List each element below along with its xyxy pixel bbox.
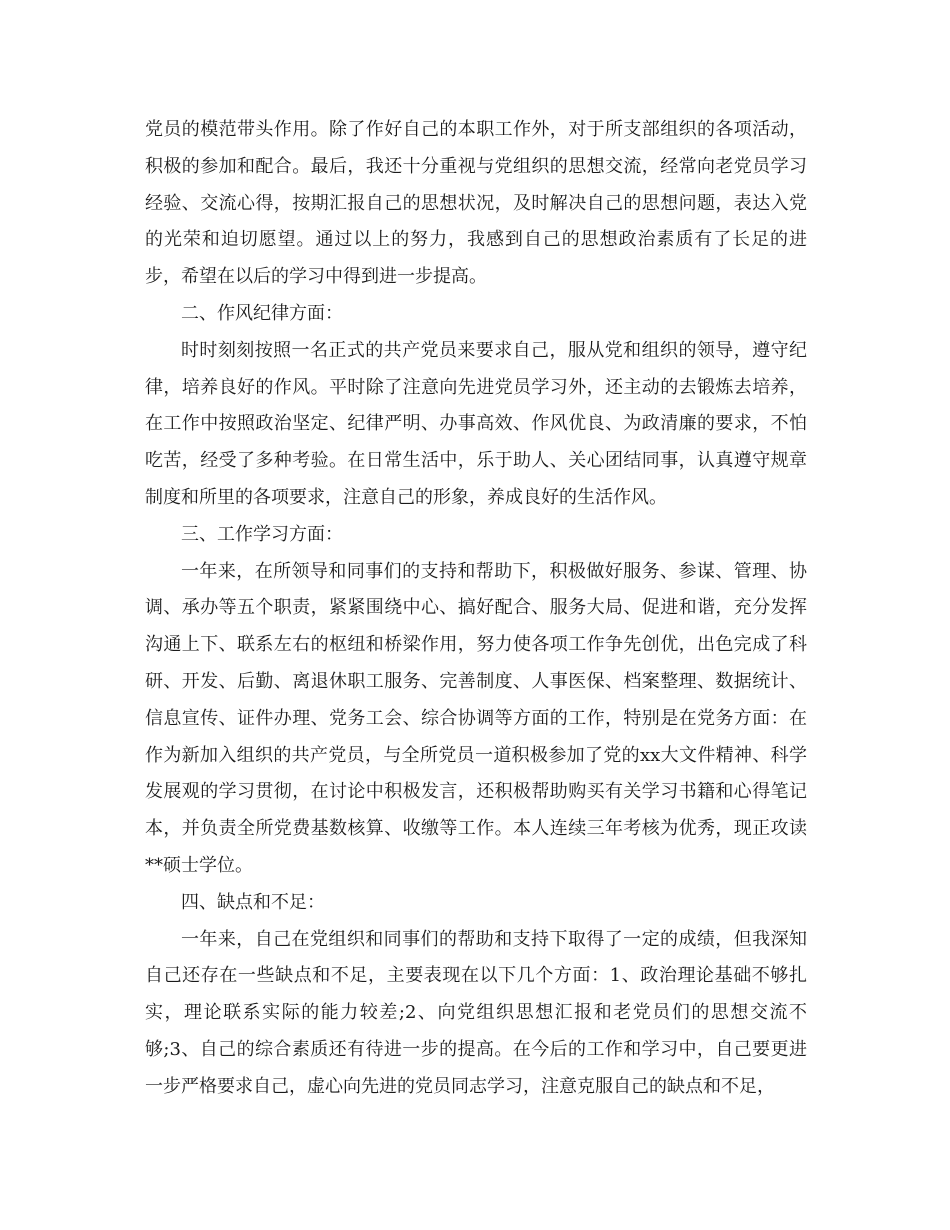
section-heading-style-discipline: 二、作风纪律方面： xyxy=(181,302,343,324)
paragraph-shortcomings: 一年来，自己在党组织和同事们的帮助和支持下取得了一定的成绩，但我深知自己还存在一些缺点和不足，主要表现在以下几个方面：1、政治理论基础不够扎实，理论联系实际的能力较差;2、向党组织思想汇报和老党员们的思想交流不够;3、自己的综合素质还有待进一步的提高。在今后的工作和学习中，自己要更进一步严格要求自己，虚心向先进的党员同志学习，注意克服自己的缺点和不足， xyxy=(145,928,807,1097)
section-heading-work-study: 三、工作学习方面： xyxy=(181,523,343,545)
section-heading-shortcomings: 四、缺点和不足： xyxy=(181,891,325,913)
paragraph-style-discipline: 时时刻刻按照一名正式的共产党员来要求自己，服从党和组织的领导，遵守纪律，培养良好的作风。平时除了注意向先进党员学习外，还主动的去锻炼去培养，在工作中按照政治坚定、纪律严明、办事高效、作风优良、为政清廉的要求，不怕吃苦，经受了多种考验。在日常生活中，乐于助人、关心团结同事，认真遵守规章制度和所里的各项要求，注意自己的形象，养成良好的生活作风。 xyxy=(145,339,807,508)
paragraph-work-study: 一年来，在所领导和同事们的支持和帮助下，积极做好服务、参谋、管理、协调、承办等五个职责，紧紧围绕中心、搞好配合、服务大局、促进和谐，充分发挥沟通上下、联系左右的枢纽和桥梁作用，努力使各项工作争先创优，出色完成了科研、开发、后勤、离退休职工服务、完善制度、人事医保、档案整理、数据统计、信息宣传、证件办理、党务工会、综合协调等方面的工作，特别是在党务方面：在作为新加入组织的共产党员，与全所党员一道积极参加了党的xx大文件精神、科学发展观的学习贯彻，在讨论中积极发言，还积极帮助购买有关学习书籍和心得笔记本，并负责全所党费基数核算、收缴等工作。本人连续三年考核为优秀，现正攻读**硕士学位。 xyxy=(145,560,807,876)
document-body xyxy=(145,112,807,1106)
paragraph-continuation: 党员的模范带头作用。除了作好自己的本职工作外，对于所支部组织的各项活动，积极的参加和配合。最后，我还十分重视与党组织的思想交流，经常向老党员学习经验、交流心得，按期汇报自己的思想状况，及时解决自己的思想问题，表达入党的光荣和迫切愿望。通过以上的努力，我感到自己的思想政治素质有了长足的进步，希望在以后的学习中得到进一步提高。 xyxy=(145,119,807,288)
